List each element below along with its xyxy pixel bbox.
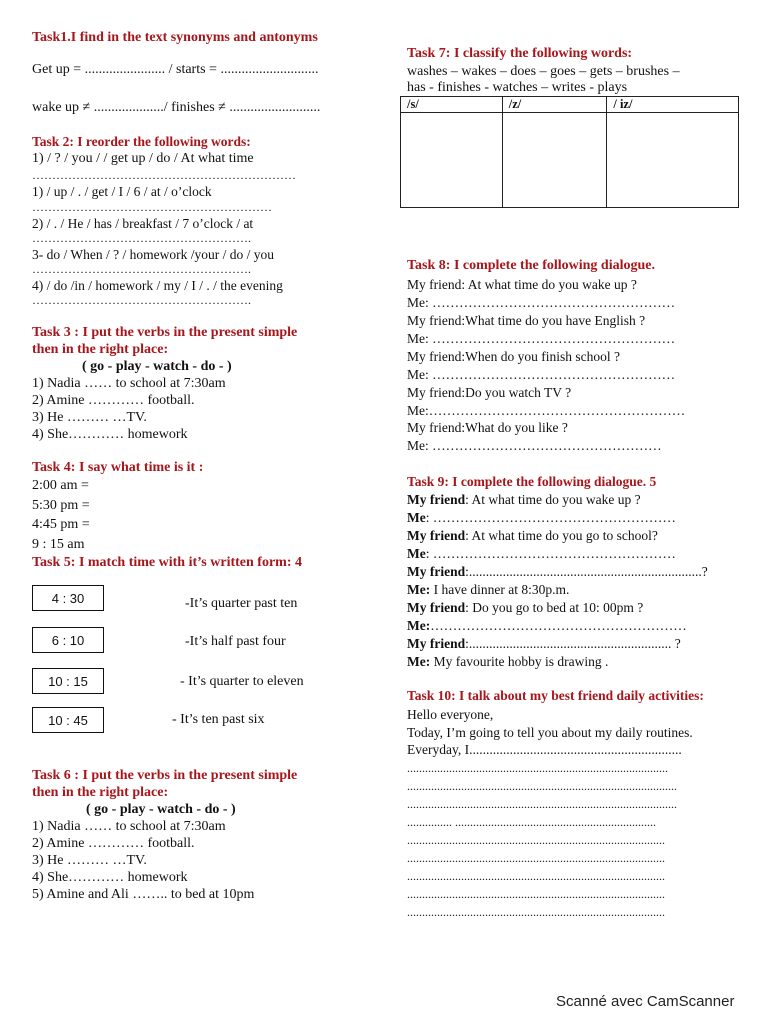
dialogue-text: :.....................................................................?: [465, 564, 708, 579]
task5-title: Task 5: I match time with it’s written form: 4: [32, 555, 302, 570]
dialogue-line: Me:…………………………………………………: [407, 403, 686, 418]
essay-blank-line[interactable]: ..........................................................................................: [407, 779, 677, 793]
task2-dots: ……………………………………………….: [32, 231, 251, 245]
dialogue-line: Me: ………………………………………………: [407, 367, 676, 382]
time-phrase: - It’s quarter to eleven: [180, 674, 304, 689]
task2-title: Task 2: I reorder the following words:: [32, 134, 251, 149]
column-header: / iz/: [607, 97, 739, 113]
task6-item: 5) Amine and Ali …….. to bed at 10pm: [32, 887, 255, 902]
task2-dots: ……………………………………………………: [32, 200, 272, 214]
table-cell[interactable]: [401, 113, 503, 208]
dialogue-line: Me: ……………………………………………: [407, 438, 662, 453]
time-box: 6 : 10: [32, 627, 104, 653]
dialogue-line: [407, 528, 658, 544]
time-phrase: - It’s ten past six: [172, 712, 265, 727]
dialogue-text: : ………………………………………………: [425, 546, 676, 561]
essay-blank-line[interactable]: ......................................................................................: [407, 905, 665, 919]
task7-words: washes – wakes – does – goes – gets – brushes –: [407, 64, 680, 79]
essay-blank-line[interactable]: ......................................................................................: [407, 869, 665, 883]
dialogue-line: [407, 492, 641, 508]
speaker: My friend: [407, 636, 466, 651]
speaker: My friend: [407, 600, 466, 615]
task3-item: 2) Amine ………… football.: [32, 393, 195, 408]
task2-item: 2) / . / He / has / breakfast / 7 o’clock / at: [32, 216, 254, 231]
speaker: My friend: [407, 528, 466, 543]
task2-dots: …………………………………………………………: [32, 168, 296, 182]
task1-line1: Get up = ....................... / starts = ............................: [32, 62, 319, 77]
task2-item: 4) / do /in / homework / my / I / . / the evening: [32, 278, 283, 293]
dialogue-line: My friend: At what time do you wake up ?: [407, 277, 637, 292]
task3-verbs: ( go - play - watch - do - ): [82, 359, 232, 374]
dialogue-text: …………………………………………………: [430, 618, 687, 633]
speaker: Me: [407, 546, 426, 561]
dialogue-line: [407, 564, 708, 580]
scanner-watermark: Scanné avec CamScanner: [556, 993, 735, 1010]
task2-dots: ……………………………………………….: [32, 293, 251, 307]
task2-dots: ……………………………………………….: [32, 262, 251, 276]
dialogue-line: [407, 636, 681, 652]
time-box: 10 : 15: [32, 668, 104, 694]
task3-item: 4) She………… homework: [32, 427, 188, 442]
essay-line: Today, I’m going to tell you about my daily routines.: [407, 725, 693, 740]
task6-title: then in the right place:: [32, 785, 169, 800]
dialogue-line: My friend:When do you finish school ?: [407, 349, 620, 364]
dialogue-text: I have dinner at 8:30p.m.: [430, 582, 570, 597]
speaker: Me:: [407, 582, 431, 597]
dialogue-text: : ………………………………………………: [425, 510, 676, 525]
task6-verbs: ( go - play - watch - do - ): [86, 802, 236, 817]
dialogue-line: My friend:Do you watch TV ?: [407, 385, 572, 400]
dialogue-line: My friend:What do you like ?: [407, 420, 568, 435]
dialogue-line: [407, 582, 569, 598]
essay-blank-line[interactable]: ............... ...................................................................: [407, 815, 656, 829]
essay-line: Everyday, I...............................................................: [407, 742, 682, 757]
dialogue-line: [407, 600, 643, 616]
task4-title: Task 4: I say what time is it :: [32, 460, 204, 475]
task3-title: Task 3 : I put the verbs in the present simple: [32, 325, 298, 340]
time-phrase: -It’s quarter past ten: [185, 596, 298, 611]
classify-table: [400, 96, 739, 208]
task6-item: 1) Nadia …… to school at 7:30am: [32, 819, 226, 834]
task8-title: Task 8: I complete the following dialogue.: [407, 258, 655, 273]
task6-item: 4) She………… homework: [32, 870, 188, 885]
task2-item: 1) / up / . / get / I / 6 / at / o’clock: [32, 184, 212, 199]
time-box: 4 : 30: [32, 585, 104, 611]
task4-item: 4:45 pm =: [32, 517, 90, 532]
essay-blank-line[interactable]: ......................................................................................: [407, 851, 665, 865]
dialogue-line: [407, 618, 687, 634]
dialogue-line: Me: ………………………………………………: [407, 295, 676, 310]
essay-blank-line[interactable]: ..........................................................................................: [407, 797, 677, 811]
essay-blank-line[interactable]: ......................................................................................: [407, 887, 665, 901]
dialogue-line: My friend:What time do you have English ?: [407, 313, 646, 328]
task3-item: 3) He ……… …TV.: [32, 410, 147, 425]
table-cell[interactable]: [502, 113, 607, 208]
speaker: My friend: [407, 564, 466, 579]
dialogue-line: [407, 654, 608, 670]
task6-item: 2) Amine ………… football.: [32, 836, 195, 851]
column-header: /s/: [401, 97, 503, 113]
task2-item: 1) / ? / you / / get up / do / At what time: [32, 151, 254, 166]
column-header: /z/: [502, 97, 607, 113]
task4-item: 2:00 am =: [32, 478, 89, 493]
time-box: 10 : 45: [32, 707, 104, 733]
task3-item: 1) Nadia …… to school at 7:30am: [32, 376, 226, 391]
dialogue-text: :............................................................ ?: [465, 636, 681, 651]
task4-item: 5:30 pm =: [32, 498, 90, 513]
dialogue-text: : Do you go to bed at 10: 00pm ?: [465, 600, 644, 615]
task10-title: Task 10: I talk about my best friend daily activities:: [407, 688, 704, 703]
speaker: Me:: [407, 618, 431, 633]
dialogue-line: [407, 546, 676, 562]
speaker: Me: [407, 510, 426, 525]
task2-item: 3- do / When / ? / homework /your / do / you: [32, 247, 274, 262]
essay-line: Hello everyone,: [407, 707, 494, 722]
dialogue-text: My favourite hobby is drawing .: [430, 654, 609, 669]
dialogue-text: : At what time do you wake up ?: [465, 492, 641, 507]
dialogue-line: [407, 510, 676, 526]
task7-words: has - finishes - watches – writes - plays: [407, 80, 628, 95]
task1-line2: wake up ≠ ..................../ finishes ≠ ..........................: [32, 100, 321, 115]
speaker: My friend: [407, 492, 466, 507]
dialogue-line: Me: ………………………………………………: [407, 331, 676, 346]
task3-title: then in the right place:: [32, 342, 169, 357]
table-cell[interactable]: [607, 113, 739, 208]
speaker: Me:: [407, 654, 431, 669]
time-phrase: -It’s half past four: [185, 634, 286, 649]
task6-title: Task 6 : I put the verbs in the present simple: [32, 768, 298, 783]
task1-title: Task1.I find in the text synonyms and antonyms: [32, 30, 318, 45]
task6-item: 3) He ……… …TV.: [32, 853, 147, 868]
task9-title: Task 9: I complete the following dialogue. 5: [407, 474, 657, 489]
task7-title: Task 7: I classify the following words:: [407, 46, 633, 61]
essay-blank-line[interactable]: ......................................................................................: [407, 833, 665, 847]
essay-blank-line[interactable]: .......................................................................................: [407, 761, 668, 775]
task4-item: 9 : 15 am: [32, 537, 85, 552]
dialogue-text: : At what time do you go to school?: [465, 528, 658, 543]
